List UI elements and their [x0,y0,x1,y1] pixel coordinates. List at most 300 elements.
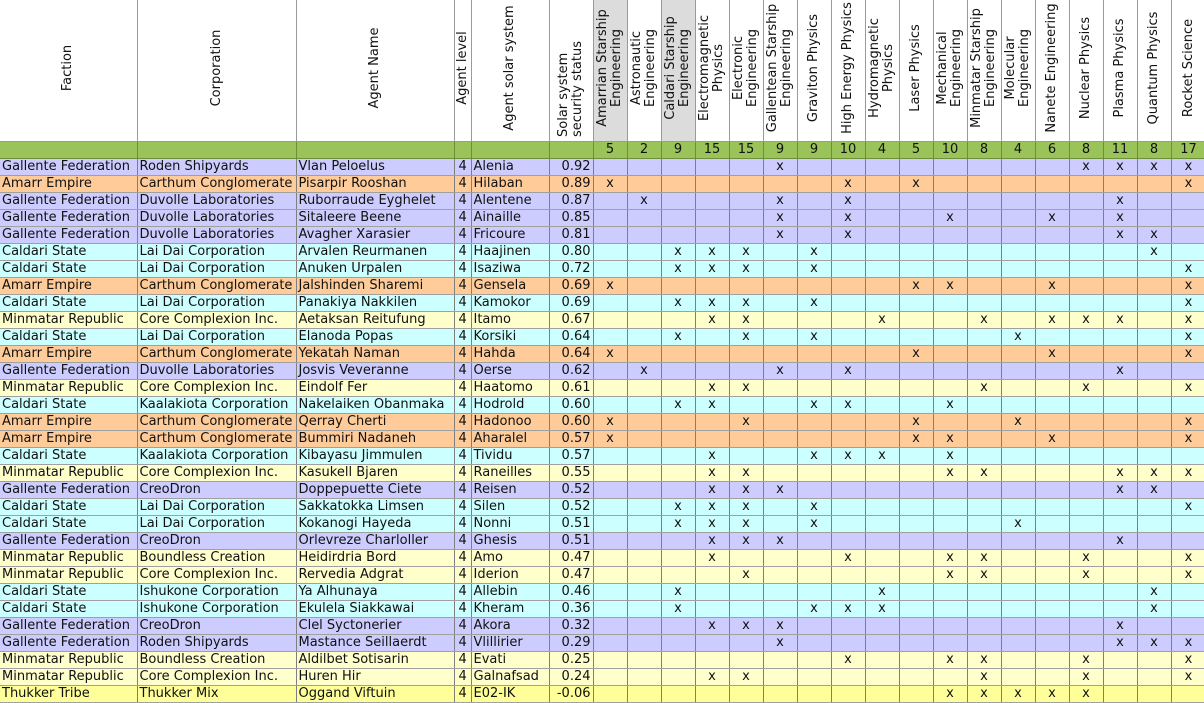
skill-mark-cell[interactable] [1103,549,1137,566]
skill-mark-cell[interactable] [1035,362,1069,379]
agent-name-cell[interactable]: Bummiri Nadaneh [296,430,454,447]
corporation-cell[interactable]: Lai Dai Corporation [137,243,296,260]
corporation-cell[interactable]: Lai Dai Corporation [137,328,296,345]
table-row[interactable] [0,226,1204,243]
skill-mark-cell[interactable]: x [1171,328,1204,345]
solar-system-cell[interactable]: Aharalel [471,430,549,447]
agent-name-cell[interactable]: Vlan Peloelus [296,158,454,175]
skill-mark-cell[interactable]: x [729,243,763,260]
skill-mark-cell[interactable] [593,515,627,532]
skill-mark-cell[interactable] [967,583,1001,600]
security-status-cell[interactable]: 0.62 [549,362,593,379]
skill-mark-cell[interactable]: x [933,651,967,668]
table-row[interactable] [0,192,1204,209]
skill-mark-cell[interactable] [627,413,661,430]
skill-mark-cell[interactable] [831,685,865,702]
skill-mark-cell[interactable] [593,651,627,668]
skill-mark-cell[interactable] [1137,668,1171,685]
skill-mark-cell[interactable] [627,277,661,294]
security-status-cell[interactable]: 0.80 [549,243,593,260]
skill-mark-cell[interactable]: x [899,175,933,192]
skill-mark-cell[interactable] [933,311,967,328]
skill-mark-cell[interactable] [967,294,1001,311]
skill-mark-cell[interactable]: x [729,566,763,583]
corporation-cell[interactable]: Core Complexion Inc. [137,668,296,685]
skill-mark-cell[interactable]: x [1103,617,1137,634]
skill-mark-cell[interactable] [1035,515,1069,532]
table-row[interactable] [0,379,1204,396]
security-status-cell[interactable]: 0.64 [549,328,593,345]
skill-mark-cell[interactable] [1069,430,1103,447]
skill-mark-cell[interactable] [1001,600,1035,617]
skill-mark-cell[interactable] [1001,498,1035,515]
security-status-cell[interactable]: 0.67 [549,311,593,328]
skill-mark-cell[interactable]: x [1171,345,1204,362]
skill-mark-cell[interactable] [1171,481,1204,498]
skill-mark-cell[interactable] [763,498,797,515]
security-status-cell[interactable]: 0.51 [549,515,593,532]
skill-mark-cell[interactable] [1137,311,1171,328]
skill-mark-cell[interactable] [1001,549,1035,566]
skill-mark-cell[interactable] [865,532,899,549]
skill-mark-cell[interactable] [1001,447,1035,464]
skill-mark-cell[interactable] [899,532,933,549]
skill-mark-cell[interactable] [797,668,831,685]
faction-cell[interactable]: Caldari State [0,243,137,260]
skill-mark-cell[interactable] [593,549,627,566]
skill-mark-cell[interactable] [627,243,661,260]
skill-mark-cell[interactable] [1035,226,1069,243]
skill-mark-cell[interactable] [695,651,729,668]
skill-mark-cell[interactable]: x [1103,532,1137,549]
skill-mark-cell[interactable] [899,362,933,379]
skill-mark-cell[interactable] [865,294,899,311]
skill-mark-cell[interactable] [1069,243,1103,260]
solar-system-cell[interactable]: Alentene [471,192,549,209]
skill-mark-cell[interactable] [1069,396,1103,413]
skill-mark-cell[interactable] [695,413,729,430]
skill-mark-cell[interactable] [1035,668,1069,685]
skill-mark-cell[interactable]: x [1103,209,1137,226]
skill-mark-cell[interactable] [627,532,661,549]
faction-cell[interactable]: Minmatar Republic [0,566,137,583]
skill-mark-cell[interactable] [1069,498,1103,515]
skill-mark-cell[interactable]: x [729,379,763,396]
skill-mark-cell[interactable] [1001,277,1035,294]
corporation-cell[interactable]: Carthum Conglomerate [137,345,296,362]
skill-mark-cell[interactable]: x [1035,685,1069,702]
skill-mark-cell[interactable]: x [1171,379,1204,396]
skill-mark-cell[interactable]: x [797,294,831,311]
corporation-cell[interactable]: Boundless Creation [137,549,296,566]
skill-mark-cell[interactable] [1103,668,1137,685]
faction-cell[interactable]: Caldari State [0,396,137,413]
faction-cell[interactable]: Gallente Federation [0,634,137,651]
skill-mark-cell[interactable] [865,617,899,634]
skill-mark-cell[interactable] [1103,430,1137,447]
agent-name-cell[interactable]: Clel Syctonerier [296,617,454,634]
corporation-cell[interactable]: Carthum Conglomerate [137,175,296,192]
skill-mark-cell[interactable] [627,379,661,396]
skill-mark-cell[interactable] [763,600,797,617]
skill-mark-cell[interactable]: x [831,396,865,413]
table-row[interactable] [0,175,1204,192]
skill-mark-cell[interactable] [627,311,661,328]
skill-mark-cell[interactable]: x [1171,498,1204,515]
solar-system-cell[interactable]: Alenia [471,158,549,175]
solar-system-cell[interactable]: Ainaille [471,209,549,226]
skill-mark-cell[interactable] [1001,566,1035,583]
faction-cell[interactable]: Caldari State [0,583,137,600]
skill-mark-cell[interactable] [1103,498,1137,515]
skill-mark-cell[interactable] [933,481,967,498]
skill-mark-cell[interactable] [831,311,865,328]
faction-cell[interactable]: Caldari State [0,260,137,277]
skill-mark-cell[interactable] [627,209,661,226]
agent-level-cell[interactable]: 4 [454,464,471,481]
table-row[interactable] [0,396,1204,413]
col-header-security-status[interactable] [549,0,593,141]
skill-mark-cell[interactable] [865,549,899,566]
skill-mark-cell[interactable] [1137,260,1171,277]
faction-cell[interactable]: Amarr Empire [0,345,137,362]
skill-mark-cell[interactable] [933,158,967,175]
security-status-cell[interactable]: 0.69 [549,277,593,294]
skill-mark-cell[interactable] [899,634,933,651]
solar-system-cell[interactable]: Korsiki [471,328,549,345]
solar-system-cell[interactable]: Haatomo [471,379,549,396]
table-row[interactable] [0,617,1204,634]
solar-system-cell[interactable]: Gensela [471,277,549,294]
skill-mark-cell[interactable] [899,600,933,617]
skill-mark-cell[interactable] [593,566,627,583]
skill-mark-cell[interactable]: x [865,583,899,600]
skill-mark-cell[interactable]: x [1171,277,1204,294]
skill-mark-cell[interactable] [1137,379,1171,396]
skill-mark-cell[interactable]: x [1035,345,1069,362]
solar-system-cell[interactable]: Raneilles [471,464,549,481]
skill-mark-cell[interactable] [899,651,933,668]
skill-mark-cell[interactable]: x [593,345,627,362]
skill-mark-cell[interactable]: x [865,311,899,328]
skill-mark-cell[interactable]: x [1069,685,1103,702]
skill-mark-cell[interactable] [1035,600,1069,617]
table-row[interactable] [0,243,1204,260]
skill-mark-cell[interactable] [1103,651,1137,668]
skill-mark-cell[interactable] [593,532,627,549]
skill-mark-cell[interactable] [865,481,899,498]
skill-mark-cell[interactable] [831,634,865,651]
skill-mark-cell[interactable] [933,345,967,362]
skill-mark-cell[interactable] [695,328,729,345]
skill-mark-cell[interactable] [1137,549,1171,566]
security-status-cell[interactable]: 0.46 [549,583,593,600]
skill-mark-cell[interactable] [1069,481,1103,498]
skill-mark-cell[interactable] [1035,498,1069,515]
agent-name-cell[interactable]: Ya Alhunaya [296,583,454,600]
skill-mark-cell[interactable] [661,226,695,243]
skill-mark-cell[interactable] [1035,651,1069,668]
skill-mark-cell[interactable]: x [1001,515,1035,532]
skill-mark-cell[interactable] [1103,396,1137,413]
skill-mark-cell[interactable] [627,668,661,685]
skill-mark-cell[interactable] [627,464,661,481]
corporation-cell[interactable]: Ishukone Corporation [137,583,296,600]
skill-mark-cell[interactable]: x [763,362,797,379]
skill-mark-cell[interactable]: x [695,379,729,396]
skill-mark-cell[interactable] [865,277,899,294]
col-header-skill[interactable] [797,0,831,141]
table-row[interactable] [0,566,1204,583]
skill-mark-cell[interactable]: x [593,175,627,192]
faction-cell[interactable]: Minmatar Republic [0,549,137,566]
skill-mark-cell[interactable] [695,158,729,175]
table-row[interactable] [0,549,1204,566]
skill-mark-cell[interactable] [899,481,933,498]
solar-system-cell[interactable]: Fricoure [471,226,549,243]
skill-mark-cell[interactable] [627,328,661,345]
faction-cell[interactable]: Gallente Federation [0,209,137,226]
faction-cell[interactable]: Thukker Tribe [0,685,137,702]
skill-mark-cell[interactable] [627,600,661,617]
skill-mark-cell[interactable] [967,260,1001,277]
skill-mark-cell[interactable]: x [1137,634,1171,651]
security-status-cell[interactable]: 0.60 [549,413,593,430]
agent-name-cell[interactable]: Kokanogi Hayeda [296,515,454,532]
corporation-cell[interactable]: Roden Shipyards [137,634,296,651]
skill-mark-cell[interactable] [763,447,797,464]
security-status-cell[interactable]: 0.52 [549,481,593,498]
skill-mark-cell[interactable] [1001,260,1035,277]
skill-mark-cell[interactable] [967,447,1001,464]
solar-system-cell[interactable]: Akora [471,617,549,634]
faction-cell[interactable]: Amarr Empire [0,413,137,430]
skill-mark-cell[interactable]: x [729,668,763,685]
skill-mark-cell[interactable] [627,447,661,464]
skill-mark-cell[interactable] [661,685,695,702]
skill-mark-cell[interactable] [797,430,831,447]
col-header-skill[interactable] [831,0,865,141]
table-row[interactable] [0,345,1204,362]
agent-level-cell[interactable]: 4 [454,430,471,447]
skill-mark-cell[interactable] [763,311,797,328]
skill-mark-cell[interactable] [899,260,933,277]
skill-mark-cell[interactable]: x [763,532,797,549]
skill-mark-cell[interactable] [899,617,933,634]
skill-mark-cell[interactable] [661,566,695,583]
skill-mark-cell[interactable] [695,583,729,600]
skill-mark-cell[interactable]: x [627,192,661,209]
skill-mark-cell[interactable] [1035,617,1069,634]
skill-mark-cell[interactable] [729,651,763,668]
skill-mark-cell[interactable] [763,413,797,430]
faction-cell[interactable]: Minmatar Republic [0,311,137,328]
corporation-cell[interactable]: Core Complexion Inc. [137,379,296,396]
skill-mark-cell[interactable]: x [831,549,865,566]
agent-level-cell[interactable]: 4 [454,566,471,583]
skill-mark-cell[interactable] [661,464,695,481]
skill-mark-cell[interactable] [1069,260,1103,277]
skill-mark-cell[interactable]: x [831,447,865,464]
skill-mark-cell[interactable] [1137,532,1171,549]
skill-mark-cell[interactable] [967,192,1001,209]
col-header-corporation[interactable] [137,0,296,141]
skill-mark-cell[interactable] [661,447,695,464]
skill-mark-cell[interactable] [831,413,865,430]
skill-mark-cell[interactable] [797,345,831,362]
agent-name-cell[interactable]: Kibayasu Jimmulen [296,447,454,464]
skill-mark-cell[interactable] [1103,175,1137,192]
corporation-cell[interactable]: Ishukone Corporation [137,600,296,617]
skill-mark-cell[interactable] [729,447,763,464]
solar-system-cell[interactable]: Oerse [471,362,549,379]
skill-mark-cell[interactable] [763,651,797,668]
corporation-cell[interactable]: Core Complexion Inc. [137,464,296,481]
skill-mark-cell[interactable] [831,260,865,277]
skill-mark-cell[interactable] [1001,668,1035,685]
skill-mark-cell[interactable] [865,226,899,243]
skill-mark-cell[interactable]: x [729,515,763,532]
table-row[interactable] [0,600,1204,617]
skill-mark-cell[interactable] [1171,209,1204,226]
agent-level-cell[interactable]: 4 [454,396,471,413]
agent-name-cell[interactable]: Ruborraude Eyghelet [296,192,454,209]
skill-mark-cell[interactable] [865,328,899,345]
agent-name-cell[interactable]: Kasukell Bjaren [296,464,454,481]
security-status-cell[interactable]: 0.57 [549,430,593,447]
skill-mark-cell[interactable]: x [695,549,729,566]
solar-system-cell[interactable]: Hilaban [471,175,549,192]
skill-mark-cell[interactable] [1035,243,1069,260]
skill-mark-cell[interactable] [1069,447,1103,464]
skill-mark-cell[interactable]: x [967,668,1001,685]
skill-mark-cell[interactable] [627,226,661,243]
corporation-cell[interactable]: Thukker Mix [137,685,296,702]
skill-mark-cell[interactable] [967,498,1001,515]
skill-mark-cell[interactable]: x [831,226,865,243]
table-row[interactable] [0,277,1204,294]
skill-mark-cell[interactable] [933,532,967,549]
skill-mark-cell[interactable]: x [967,311,1001,328]
skill-mark-cell[interactable]: x [967,464,1001,481]
skill-mark-cell[interactable] [627,481,661,498]
faction-cell[interactable]: Caldari State [0,328,137,345]
agent-name-cell[interactable]: Jalshinden Sharemi [296,277,454,294]
faction-cell[interactable]: Gallente Federation [0,532,137,549]
skill-mark-cell[interactable] [1001,209,1035,226]
skill-mark-cell[interactable] [661,379,695,396]
skill-mark-cell[interactable] [1035,447,1069,464]
skill-mark-cell[interactable] [831,668,865,685]
skill-mark-cell[interactable]: x [763,209,797,226]
skill-mark-cell[interactable] [729,175,763,192]
skill-mark-cell[interactable] [729,685,763,702]
skill-mark-cell[interactable] [797,617,831,634]
skill-mark-cell[interactable] [661,362,695,379]
skill-mark-cell[interactable] [1137,277,1171,294]
skill-mark-cell[interactable]: x [1171,651,1204,668]
skill-mark-cell[interactable]: x [1171,549,1204,566]
col-header-skill[interactable] [933,0,967,141]
skill-mark-cell[interactable] [797,634,831,651]
skill-mark-cell[interactable] [1103,600,1137,617]
agent-level-cell[interactable]: 4 [454,481,471,498]
skill-mark-cell[interactable] [1035,260,1069,277]
skill-mark-cell[interactable]: x [1069,651,1103,668]
security-status-cell[interactable]: 0.89 [549,175,593,192]
skill-mark-cell[interactable] [729,277,763,294]
col-header-skill[interactable] [627,0,661,141]
corporation-cell[interactable]: Core Complexion Inc. [137,566,296,583]
skill-mark-cell[interactable]: x [1103,192,1137,209]
faction-cell[interactable]: Caldari State [0,600,137,617]
solar-system-cell[interactable]: Kheram [471,600,549,617]
skill-mark-cell[interactable]: x [661,260,695,277]
skill-mark-cell[interactable]: x [695,617,729,634]
agent-name-cell[interactable]: Josvis Veveranne [296,362,454,379]
skill-mark-cell[interactable] [763,243,797,260]
skill-mark-cell[interactable] [1137,651,1171,668]
skill-mark-cell[interactable]: x [933,396,967,413]
skill-mark-cell[interactable] [661,277,695,294]
skill-mark-cell[interactable] [899,515,933,532]
table-row[interactable] [0,583,1204,600]
skill-mark-cell[interactable] [661,634,695,651]
skill-mark-cell[interactable] [1035,158,1069,175]
skill-mark-cell[interactable] [593,311,627,328]
skill-mark-cell[interactable]: x [695,294,729,311]
agent-name-cell[interactable]: Sitaleere Beene [296,209,454,226]
skill-mark-cell[interactable] [1035,328,1069,345]
faction-cell[interactable]: Caldari State [0,498,137,515]
skill-mark-cell[interactable] [797,311,831,328]
skill-mark-cell[interactable] [899,447,933,464]
security-status-cell[interactable]: 0.32 [549,617,593,634]
skill-mark-cell[interactable] [1001,464,1035,481]
solar-system-cell[interactable]: Iderion [471,566,549,583]
skill-mark-cell[interactable]: x [729,532,763,549]
skill-mark-cell[interactable]: x [729,481,763,498]
faction-cell[interactable]: Minmatar Republic [0,464,137,481]
col-header-skill[interactable] [1069,0,1103,141]
col-header-skill[interactable] [661,0,695,141]
skill-mark-cell[interactable]: x [933,209,967,226]
agent-name-cell[interactable]: Heidirdria Bord [296,549,454,566]
skill-mark-cell[interactable] [627,685,661,702]
skill-mark-cell[interactable] [1035,481,1069,498]
agent-name-cell[interactable]: Anuken Urpalen [296,260,454,277]
agent-name-cell[interactable]: Yekatah Naman [296,345,454,362]
skill-mark-cell[interactable] [627,260,661,277]
faction-cell[interactable]: Caldari State [0,447,137,464]
skill-mark-cell[interactable] [1103,277,1137,294]
agent-level-cell[interactable]: 4 [454,413,471,430]
skill-mark-cell[interactable] [967,617,1001,634]
skill-mark-cell[interactable]: x [1069,549,1103,566]
solar-system-cell[interactable]: E02-IK [471,685,549,702]
skill-mark-cell[interactable] [831,328,865,345]
skill-mark-cell[interactable]: x [763,158,797,175]
faction-cell[interactable]: Minmatar Republic [0,668,137,685]
skill-mark-cell[interactable]: x [593,413,627,430]
skill-mark-cell[interactable] [695,345,729,362]
skill-mark-cell[interactable]: x [627,362,661,379]
skill-mark-cell[interactable]: x [1171,634,1204,651]
skill-mark-cell[interactable]: x [933,685,967,702]
skill-mark-cell[interactable]: x [661,328,695,345]
skill-mark-cell[interactable]: x [1035,311,1069,328]
skill-mark-cell[interactable] [1035,583,1069,600]
